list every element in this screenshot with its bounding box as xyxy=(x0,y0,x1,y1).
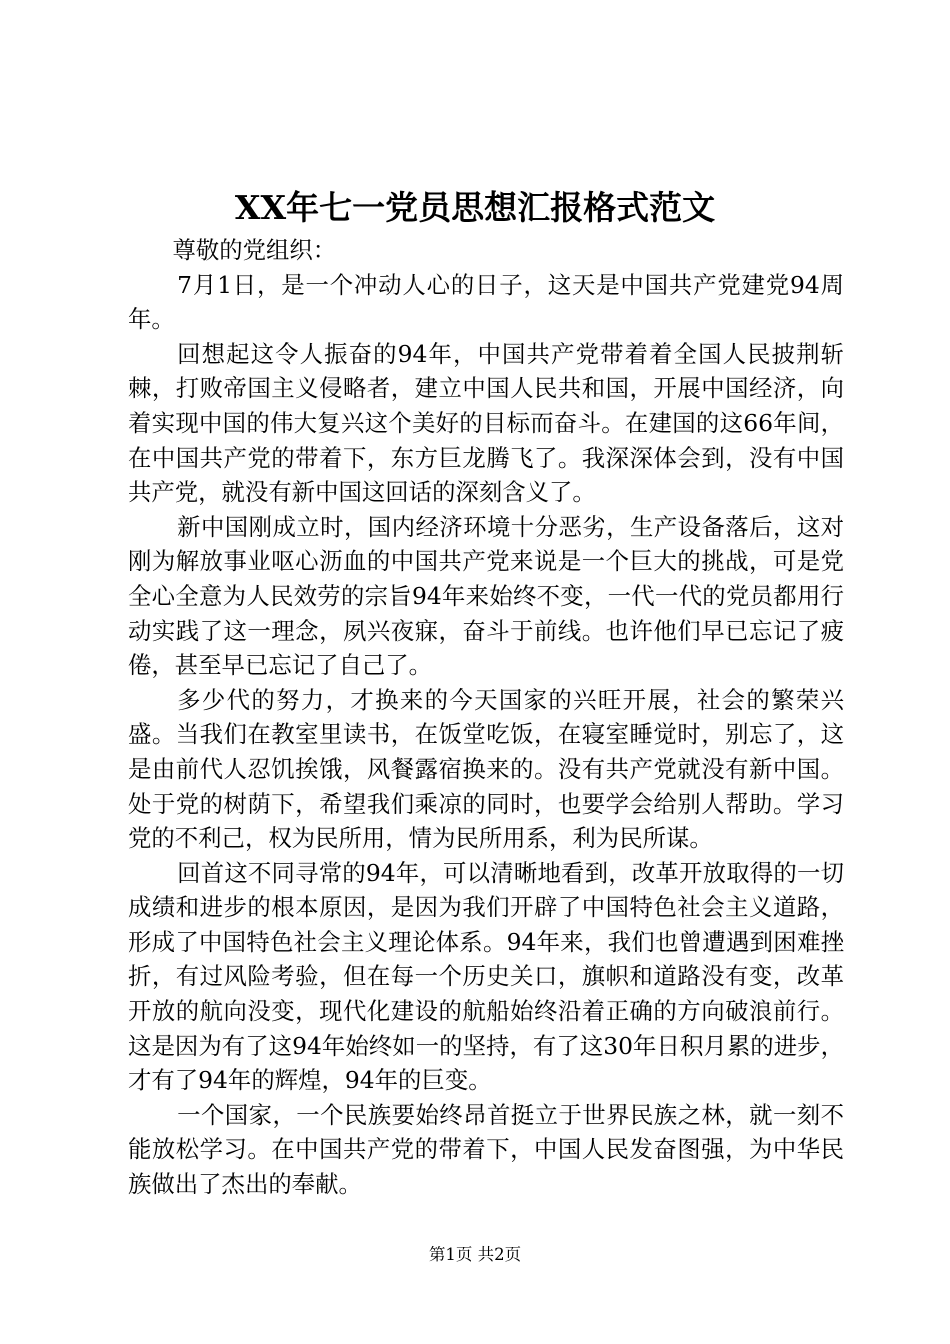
paragraph: 新中国刚成立时，国内经济环境十分恶劣，生产设备落后，这对刚为解放事业呕心沥血的中国共产党来说是一个巨大的挑战，可是党全心全意为人民效劳的宗旨94年来始终不变，一代一代的党员都用行动实践了这一理念，夙兴夜寐，奋斗于前线。也许他们早已忘记了疲倦，甚至早已忘记了自己了。 xyxy=(128,512,844,680)
paragraph: 回首这不同寻常的94年，可以清晰地看到，改革开放取得的一切成绩和进步的根本原因，是因为我们开辟了中国特色社会主义道路，形成了中国特色社会主义理论体系。94年来，我们也曾遭遇到困难挫折，有过风险考验，但在每一个历史关口，旗帜和道路没有变，改革开放的航向没变，现代化建设的航船始终沿着正确的方向破浪前行。这是因为有了这94年始终如一的坚持，有了这30年日积月累的进步，才有了94年的辉煌，94年的巨变。 xyxy=(128,858,844,1095)
document-body xyxy=(128,233,844,1202)
salutation: 尊敬的党组织： xyxy=(172,236,337,264)
paragraph: 一个国家，一个民族要始终昂首挺立于世界民族之林，就一刻不能放松学习。在中国共产党的带着下，中国人民发奋图强，为中华民族做出了杰出的奉献。 xyxy=(128,1100,844,1199)
paragraph: 7月1日，是一个冲动人心的日子，这天是中国共产党建党94周年。 xyxy=(128,270,844,334)
paragraph: 回想起这令人振奋的94年，中国共产党带着着全国人民披荆斩棘，打败帝国主义侵略者，建立中国人民共和国，开展中国经济，向着实现中国的伟大复兴这个美好的目标而奋斗。在建国的这66年间，在中国共产党的带着下，东方巨龙腾飞了。我深深体会到，没有中国共产党，就没有新中国这回话的深刻含义了。 xyxy=(128,339,844,507)
document-title: XX年七一党员思想汇报格式范文 xyxy=(234,188,716,227)
paragraph: 多少代的努力，才换来的今天国家的兴旺开展，社会的繁荣兴盛。当我们在教室里读书，在饭堂吃饭，在寝室睡觉时，别忘了，这是由前代人忍饥挨饿，风餐露宿换来的。没有共产党就没有新中国。处于党的树荫下，希望我们乘凉的同时，也要学会给别人帮助。学习党的不利己，权为民所用，情为民所用系，利为民所谋。 xyxy=(128,685,844,853)
page-footer: 第1页 共2页 xyxy=(428,1245,522,1264)
